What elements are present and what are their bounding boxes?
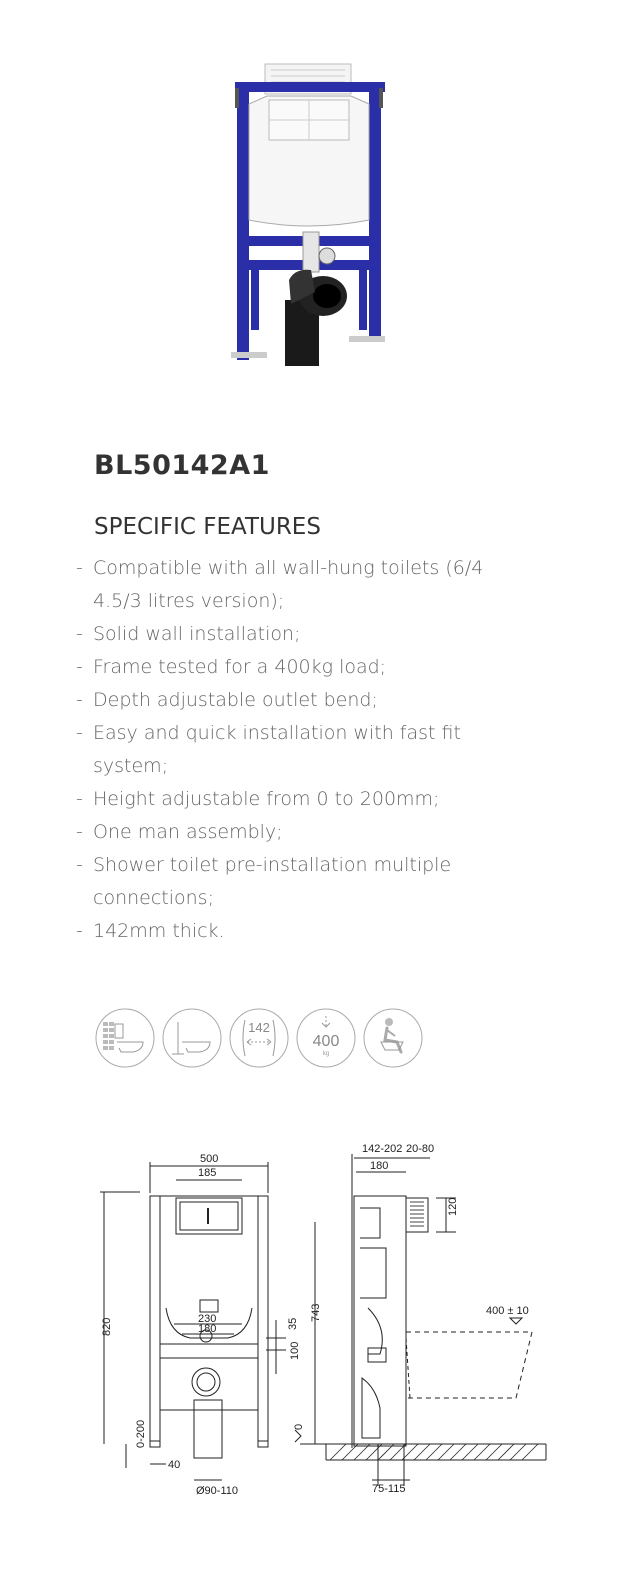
feature-item: - One man assembly; [76,816,526,849]
feature-item: - Depth adjustable outlet bend; [76,684,526,717]
dim-743: 743 [310,1303,322,1322]
dim-inner-width: 185 [198,1167,217,1179]
wall-hung-toilet-icon [162,1008,222,1068]
feature-item: - Height adjustable from 0 to 200mm; [76,783,526,816]
solid-wall-icon [95,1008,155,1068]
features-list [76,552,526,948]
dim-side-inner: 180 [370,1160,389,1172]
dim-height: 820 [101,1317,113,1336]
dim-adjust: 0-200 [135,1419,147,1448]
load-unit: kg [322,1051,330,1057]
dim-35: 35 [287,1317,299,1330]
feature-item: - Frame tested for a 400kg load; [76,651,526,684]
dim-outlet-spacing: 230 [198,1313,217,1325]
thickness-label: 142 [248,1020,270,1035]
dim-pipe: Ø90-110 [196,1485,238,1497]
technical-drawing [90,1138,560,1508]
load-value: 400 [312,1033,340,1050]
load-capacity-icon [296,1008,356,1068]
feature-item: - Solid wall installation; [76,618,526,651]
dim-foot: 40 [168,1459,181,1471]
dim-100: 100 [289,1341,301,1360]
feature-item: - Shower toilet pre-installation multiple connections; [76,849,526,915]
dim-120: 120 [447,1197,459,1216]
dim-bottom: 75-115 [372,1483,406,1495]
feature-item: - Compatible with all wall-hung toilets (6/4 4.5/3 litres version); [76,552,526,618]
features-heading: SPECIFIC FEATURES [94,514,321,540]
dim-depth: 142-202 [362,1143,403,1155]
product-image [215,60,395,370]
feature-icons-row [95,1008,423,1068]
dim-offset: 20-80 [406,1143,435,1155]
dim-outlet-inner: 180 [198,1323,217,1335]
product-code: BL50142A1 [94,450,270,481]
dim-width: 500 [200,1153,219,1165]
shower-toilet-icon [363,1008,423,1068]
feature-item: - Easy and quick installation with fast fit system; [76,717,526,783]
thickness-icon [229,1008,289,1068]
feature-item: - 142mm thick. [76,915,526,948]
dim-load: 400 ± 10 [486,1305,529,1317]
dim-zero: 0 [293,1423,305,1430]
